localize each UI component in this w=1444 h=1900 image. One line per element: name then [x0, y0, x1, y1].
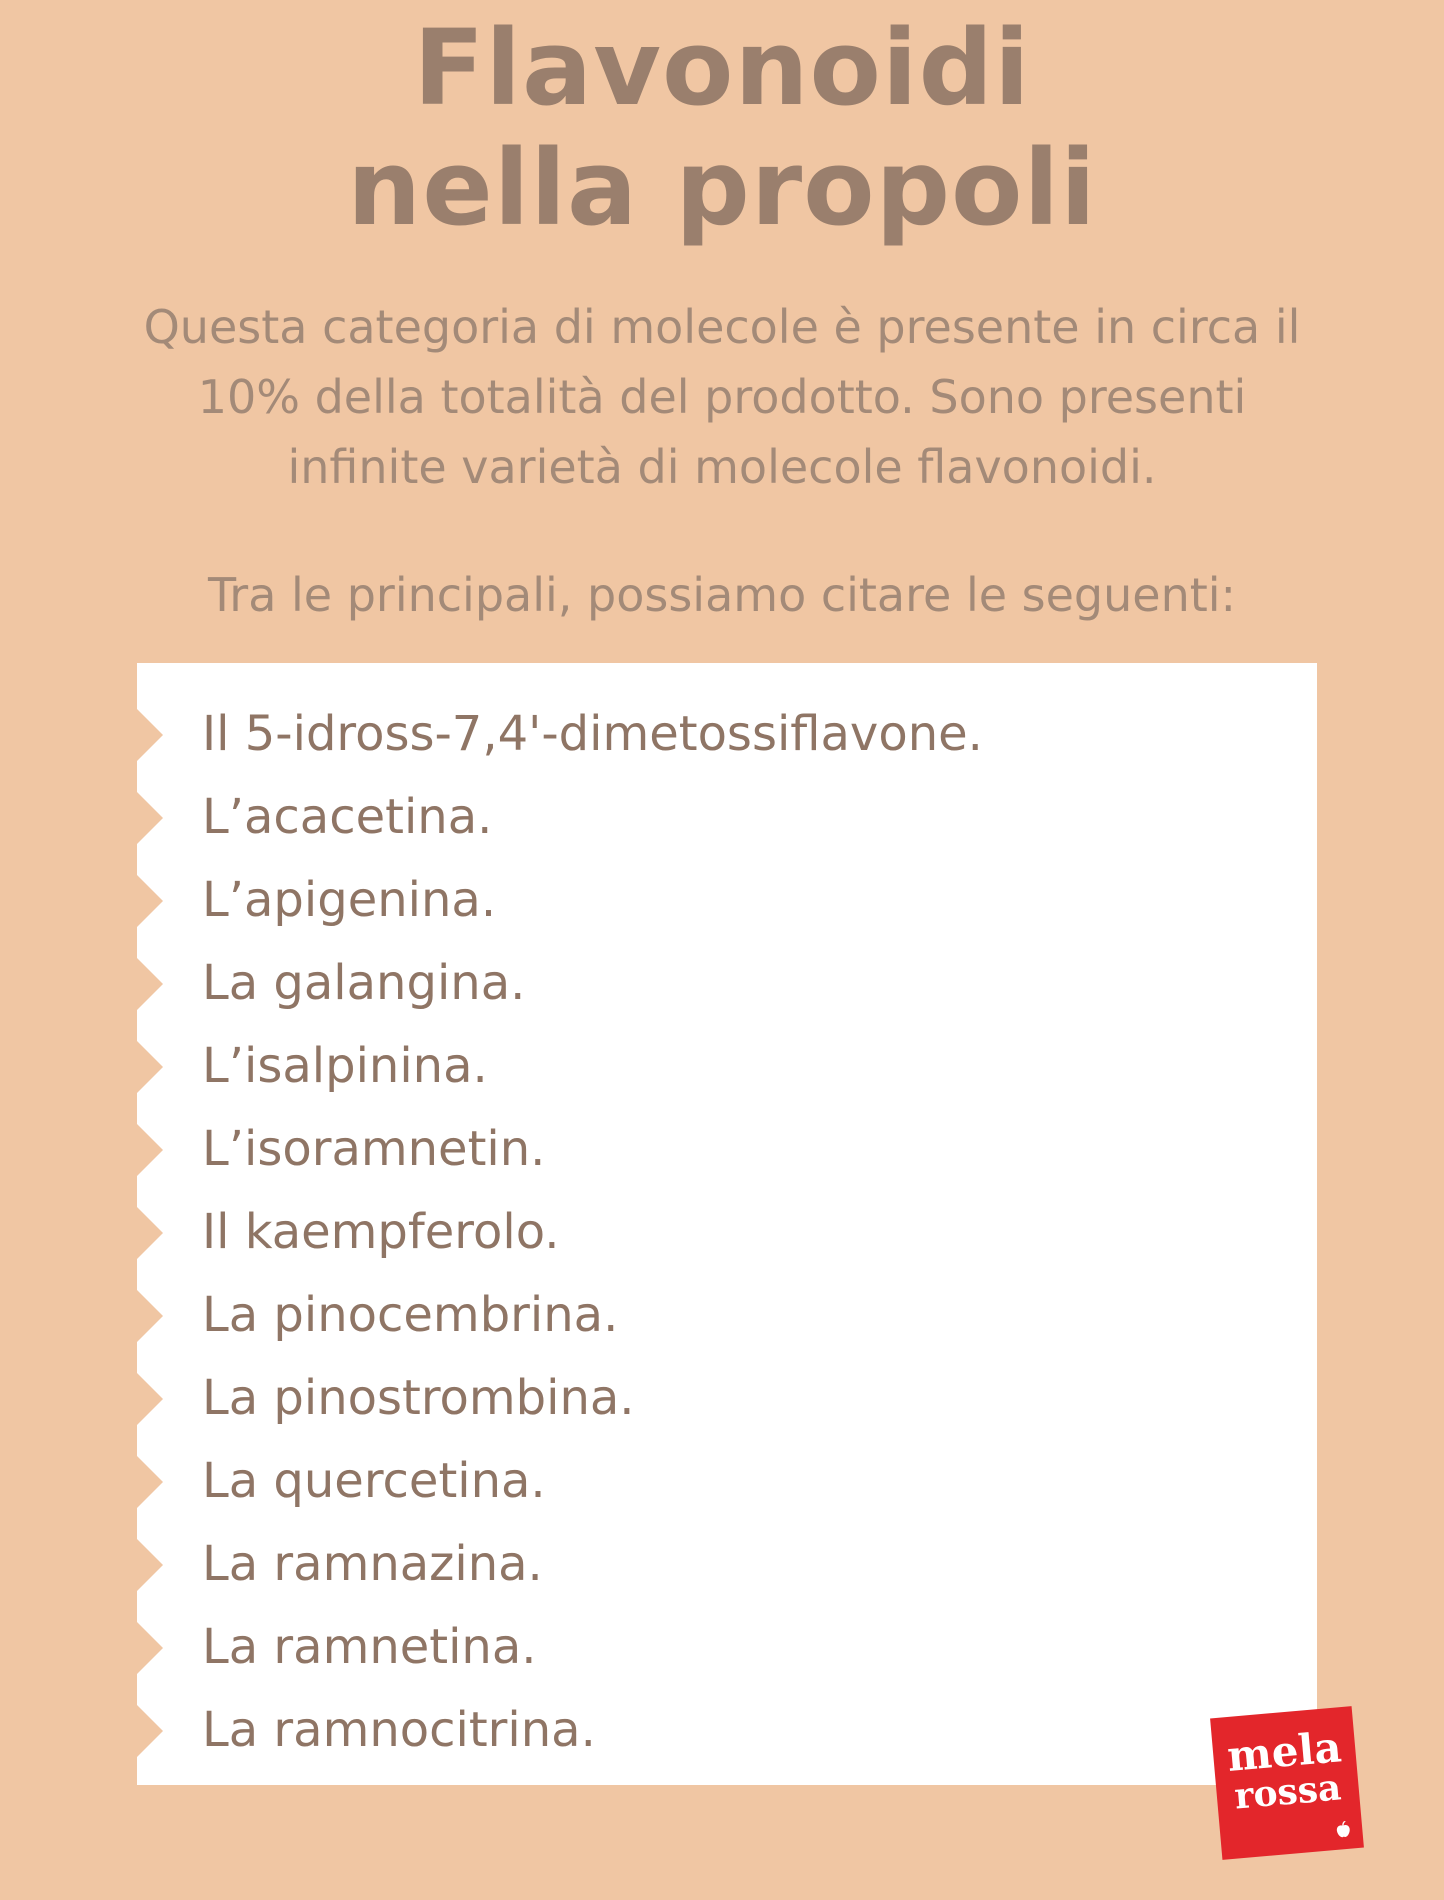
list-item-label: La galangina. [202, 955, 526, 1011]
list-item-label: Il 5-idross-7,4'-dimetossiflavone. [202, 706, 983, 762]
list-item-label: La pinostrombina. [202, 1370, 635, 1426]
list-item-label: L’isoramnetin. [202, 1121, 546, 1177]
logo-line-2: rossa [1232, 1766, 1343, 1818]
list-item [137, 1689, 1317, 1772]
arrow-bullet-icon [137, 1207, 163, 1259]
title-line-2: nella propoli [347, 127, 1097, 249]
list-item-label: La ramnocitrina. [202, 1702, 596, 1758]
list-item [137, 693, 1317, 776]
flavonoid-list-card [137, 663, 1317, 1785]
arrow-bullet-icon [137, 1124, 163, 1176]
list-item [137, 1606, 1317, 1689]
list-item [137, 1357, 1317, 1440]
arrow-bullet-icon [137, 792, 163, 844]
list-item-label: La ramnazina. [202, 1536, 543, 1592]
list-item-label: La quercetina. [202, 1453, 546, 1509]
list-item-label: L’apigenina. [202, 872, 497, 928]
arrow-bullet-icon [137, 1041, 163, 1093]
arrow-bullet-icon [137, 1705, 163, 1757]
list-item-label: La pinocembrina. [202, 1287, 619, 1343]
arrow-bullet-icon [137, 1622, 163, 1674]
flavonoid-list [137, 693, 1317, 1772]
arrow-bullet-icon [137, 1373, 163, 1425]
list-item [137, 1025, 1317, 1108]
list-item-label: L’acacetina. [202, 789, 493, 845]
list-item [137, 776, 1317, 859]
lead-text: Tra le principali, possiamo citare le seguenti: [207, 568, 1237, 622]
list-item-label: L’isalpinina. [202, 1038, 488, 1094]
logo-line-1: mela [1225, 1722, 1344, 1782]
arrow-bullet-icon [137, 958, 163, 1010]
arrow-bullet-icon [137, 709, 163, 761]
list-item-label: Il kaempferolo. [202, 1204, 560, 1260]
arrow-bullet-icon [137, 1539, 163, 1591]
list-item [137, 1523, 1317, 1606]
list-item [137, 1274, 1317, 1357]
list-item [137, 1108, 1317, 1191]
title-line-1: Flavonoidi [413, 7, 1031, 129]
intro-text: Questa categoria di molecole è presente in circa il 10% della totalità del prodotto. Sono presenti infinite varietà di molecole flavonoidi. [143, 300, 1301, 494]
arrow-bullet-icon [137, 1290, 163, 1342]
melarossa-logo [1210, 1706, 1364, 1860]
list-item-label: La ramnetina. [202, 1619, 537, 1675]
apple-icon [1334, 1821, 1354, 1841]
list-item [137, 1440, 1317, 1523]
list-item [137, 859, 1317, 942]
arrow-bullet-icon [137, 1456, 163, 1508]
list-item [137, 1191, 1317, 1274]
list-item [137, 942, 1317, 1025]
arrow-bullet-icon [137, 875, 163, 927]
